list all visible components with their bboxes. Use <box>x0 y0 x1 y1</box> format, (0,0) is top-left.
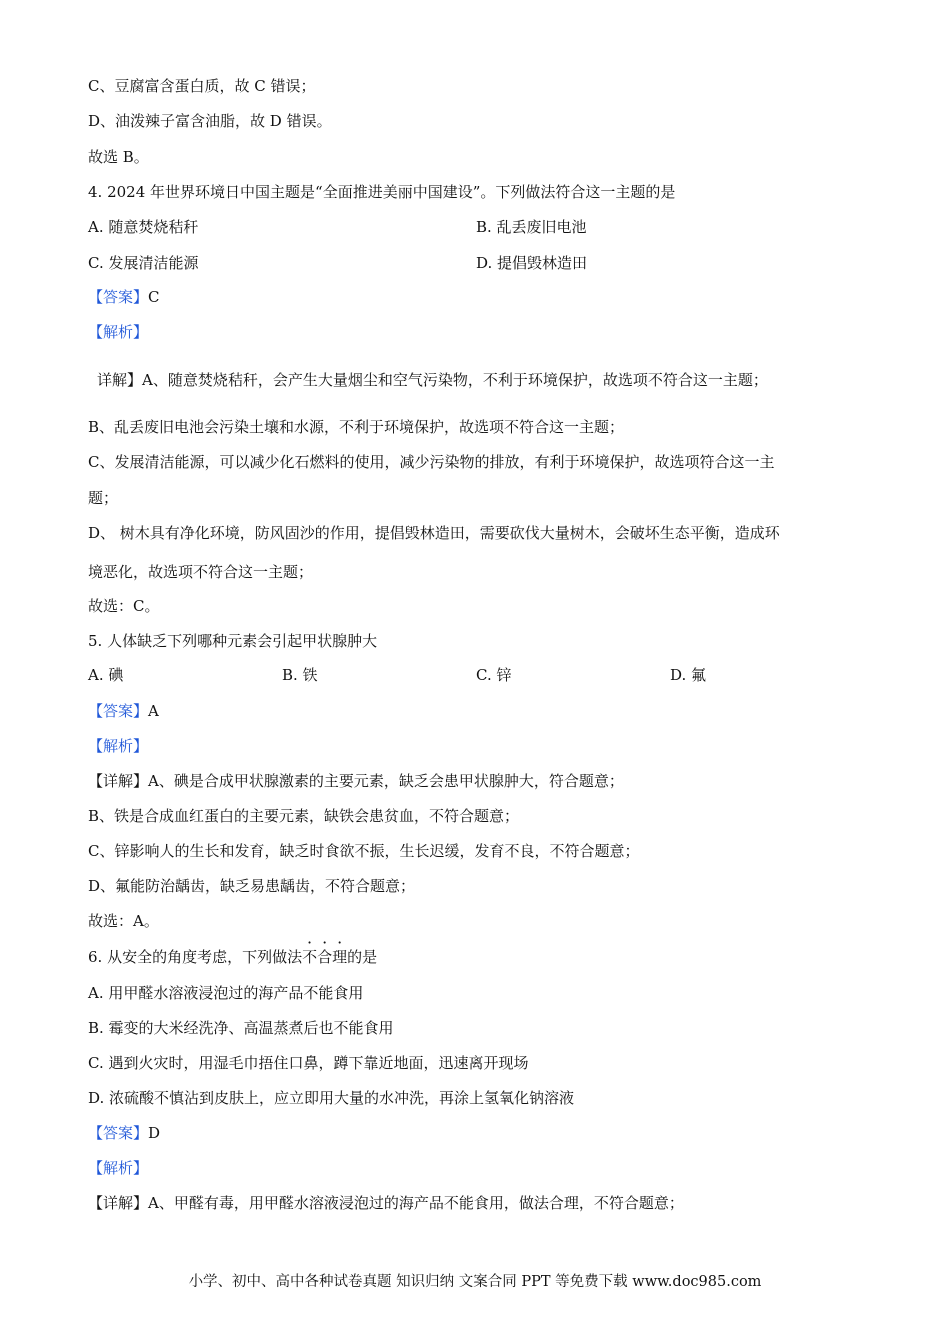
q5-explanation-1 <box>88 771 624 791</box>
q4-conclusion: 故选：C。 <box>88 597 160 615</box>
answer-tag: 【答案】 <box>88 288 149 306</box>
q5-analysis-tag <box>88 736 148 756</box>
q6-option-d: D. 浓硫酸不慎沾到皮肤上，应立即用大量的水冲洗，再涂上氢氧化钠溶液 <box>88 1089 575 1107</box>
q5-option-c: C. 锌 <box>476 666 512 684</box>
q5-option-d: D. 氟 <box>670 666 707 684</box>
q4-explanation-4: D、 树木具有净化环境，防风固沙的作用，提倡毁林造田，需要砍伐大量树木，会破坏生态平衡，造成环 <box>88 524 780 542</box>
question-4: 4. 2024 年世界环境日中国主题是“全面推进美丽中国建设”。下列做法符合这一主题的是 <box>88 183 676 201</box>
detail-tag: 【详解】 <box>88 1194 149 1212</box>
question-text: 的是 <box>347 948 378 966</box>
emphasis-char: 合 <box>317 948 333 966</box>
q4-answer <box>88 287 160 307</box>
emphasis-char: 理 <box>332 948 348 966</box>
explanation-text: A、碘是合成甲状腺激素的主要元素，缺乏会患甲状腺肿大，符合题意； <box>148 772 624 790</box>
text-line: D、油泼辣子富含油脂，故 D 错误。 <box>88 112 332 130</box>
page-footer: 小学、初中、高中各种试卷真题 知识归纳 文案合同 PPT 等免费下载 www.doc985.com <box>188 1274 762 1290</box>
q6-option-c: C. 遇到火灾时，用湿毛巾捂住口鼻，蹲下靠近地面，迅速离开现场 <box>88 1054 529 1072</box>
q5-option-b: B. 铁 <box>282 666 318 684</box>
q4-option-c: C. 发展清洁能源 <box>88 254 199 272</box>
q4-explanation-3b: 题； <box>88 489 119 507</box>
q4-option-b: B. 乱丢废旧电池 <box>476 218 587 236</box>
explanation-text: A、甲醛有毒，用甲醛水溶液浸泡过的海产品不能食用，做法合理，不符合题意； <box>148 1194 684 1212</box>
q5-explanation-4: D、氟能防治龋齿，缺乏易患龋齿，不符合题意； <box>88 877 416 895</box>
q6-explanation-1 <box>88 1193 684 1213</box>
analysis-tag: 【解析】 <box>88 1159 149 1177</box>
question-5: 5. 人体缺乏下列哪种元素会引起甲状腺肿大 <box>88 632 378 650</box>
answer-value: C <box>148 288 160 306</box>
q4-analysis-tag <box>88 322 148 342</box>
analysis-tag: 【解析】 <box>88 323 149 341</box>
emphasis-char: 不 <box>302 948 318 966</box>
detail-tag: 【详解】 <box>88 772 149 790</box>
q5-option-a: A. 碘 <box>88 666 124 684</box>
q5-explanation-2: B、铁是合成血红蛋白的主要元素，缺铁会患贫血，不符合题意； <box>88 807 520 825</box>
q6-analysis-tag <box>88 1158 148 1178</box>
q6-option-a: A. 用甲醛水溶液浸泡过的海产品不能食用 <box>88 984 364 1002</box>
q5-conclusion: 故选：A。 <box>88 912 159 930</box>
q6-answer <box>88 1123 160 1143</box>
q4-explanation-2: B、乱丢废旧电池会污染土壤和水源，不利于环境保护，故选项不符合这一主题； <box>88 418 625 436</box>
answer-tag: 【答案】 <box>88 702 149 720</box>
text-line: 故选 B。 <box>88 148 149 166</box>
question-text: 6. 从安全的角度考虑，下列做法 <box>88 948 303 966</box>
answer-tag: 【答案】 <box>88 1124 149 1142</box>
answer-value: A <box>148 702 159 720</box>
q5-explanation-3: C、锌影响人的生长和发育，缺乏时食欲不振，生长迟缓，发育不良，不符合题意； <box>88 842 640 860</box>
detail-tag: 详解】 <box>97 371 143 389</box>
explanation-text: A、随意焚烧秸秆，会产生大量烟尘和空气污染物，不利于环境保护，故选项不符合这一主题； <box>142 371 768 389</box>
q4-explanation-4b: 境恶化，故选项不符合这一主题； <box>88 563 314 581</box>
analysis-tag: 【解析】 <box>88 737 149 755</box>
q4-option-a: A. 随意焚烧秸秆 <box>88 218 199 236</box>
q5-answer <box>88 701 159 721</box>
text-line: C、豆腐富含蛋白质，故 C 错误； <box>88 77 316 95</box>
q6-option-b: B. 霉变的大米经洗净、高温蒸煮后也不能食用 <box>88 1019 394 1037</box>
q4-option-d: D. 提倡毁林造田 <box>476 254 588 272</box>
answer-value: D <box>148 1124 161 1142</box>
q4-explanation-3: C、发展清洁能源，可以减少化石燃料的使用，减少污染物的排放，有利于环境保护，故选项符合这一主 <box>88 453 775 471</box>
q4-explanation-1 <box>97 370 768 390</box>
question-6 <box>88 947 377 967</box>
